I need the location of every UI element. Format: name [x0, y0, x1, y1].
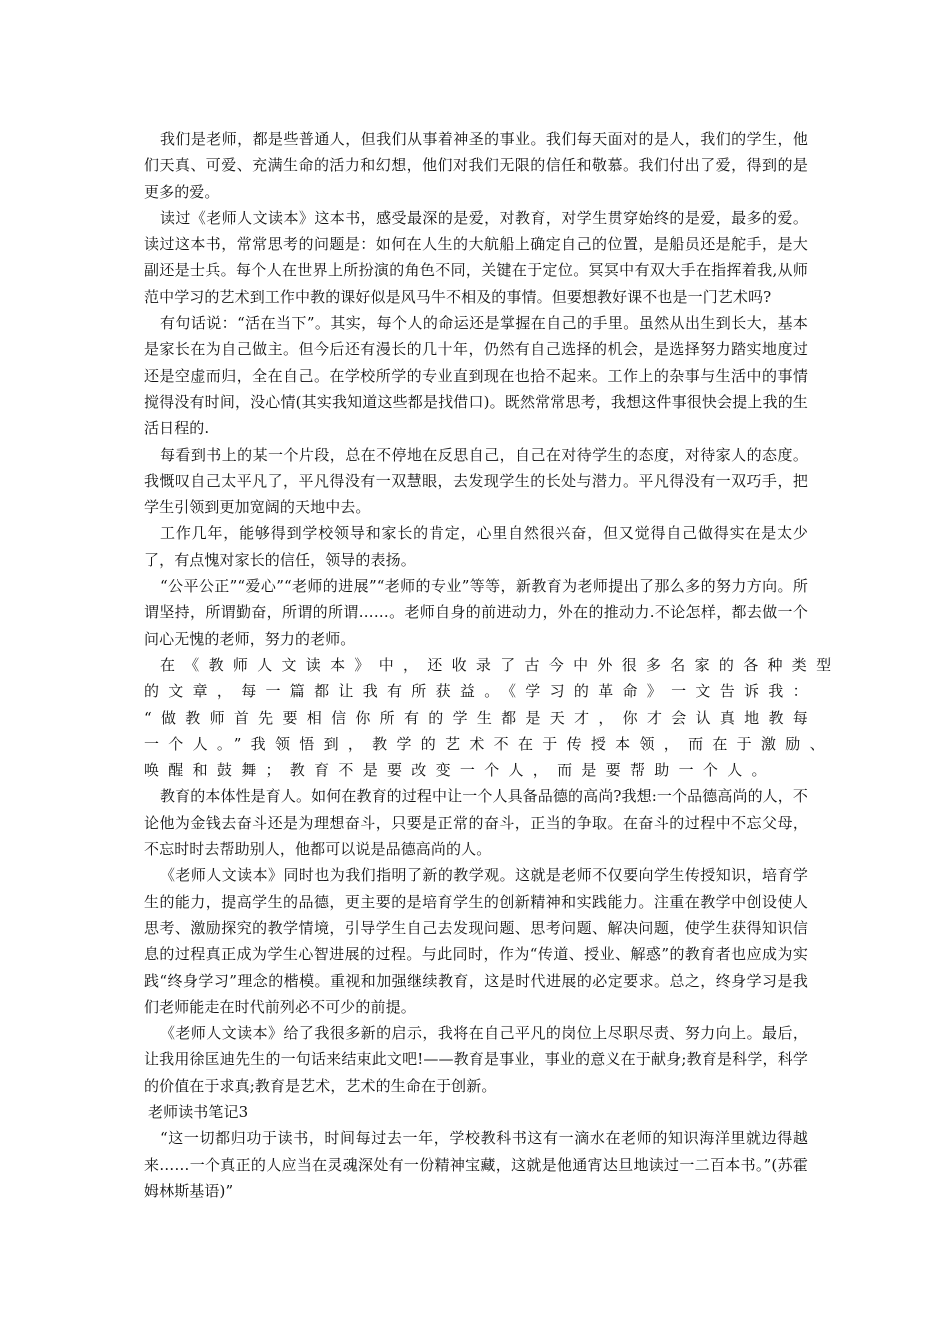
paragraph: 每看到书上的某一个片段，总在不停地在反思自己，自己在对待学生的态度，对待家人的态度。我慨叹自己太平凡了，平凡得没有一双慧眼，去发现学生的长处与潜力。平凡得没有一双巧手，把学生引领到更加宽阔的天地中去。 — [144, 445, 808, 517]
spaced-line: 的文章，每一篇都让我有所获益。《学习的革命》一文告诉我： — [144, 682, 817, 701]
paragraph: 工作几年，能够得到学校领导和家长的肯定，心里自然很兴奋，但又觉得自己做得实在是太少了，有点愧对家长的信任，领导的表扬。 — [144, 524, 808, 569]
spaced-line: 唤醒和鼓舞；教育不是要改变一个人，而是要帮助一个人。 — [144, 761, 776, 780]
spaced-paragraph — [144, 652, 841, 783]
document-body — [144, 126, 841, 1204]
section-heading: 老师读书笔记3 — [148, 1102, 249, 1121]
paragraph: 我们是老师，都是些普通人，但我们从事着神圣的事业。我们每天面对的是人，我们的学生，他们天真、可爱、充满生命的活力和幻想，他们对我们无限的信任和敬慕。我们付出了爱，得到的是更多的爱。 — [144, 130, 808, 201]
paragraph: 教育的本体性是育人。如何在教育的过程中让一个人具备品德的高尚?我想:一个品德高尚的人，不论他为金钱去奋斗还是为理想奋斗，只要是正常的奋斗，正当的争取。在奋斗的过程中不忘父母，不忘时时去帮助别人，他都可以说是品德高尚的人。 — [144, 787, 808, 859]
paragraph: “这一切都归功于读书，时间每过去一年，学校教科书这有一滴水在老师的知识海洋里就边得越来……一个真正的人应当在灵魂深处有一份精神宝藏，这就是他通宵达旦地读过一二百本书。”(苏霍姆林斯基语)” — [144, 1129, 808, 1200]
spaced-line: “做教师首先要相信你所有的学生都是天才，你才会认真地教每 — [144, 708, 818, 727]
paragraph: 读过《老师人文读本》这本书，感受最深的是爱，对教育，对学生贯穿始终的是爱，最多的爱。读过这本书，常常思考的问题是：如何在人生的大航船上确定自己的位置，是船员还是舵手，是大副还是士兵。每个人在世界上所扮演的角色不同，关键在于定位。冥冥中有双大手在指挥着我,从师范中学习的艺术到工作中教的课好似是风马牛不相及的事情。但要想教好课不也是一门艺术吗? — [144, 208, 808, 306]
paragraph: 《老师人文读本》给了我很多新的启示，我将在自己平凡的岗位上尽职尽责、努力向上。最后，让我用徐匡迪先生的一句话来结束此文吧!——教育是事业，事业的意义在于献身;教育是科学，科学的价值在于求真;教育是艺术，艺术的生命在于创新。 — [144, 1024, 808, 1095]
paragraph: “公平公正”“爱心”“老师的进展”“老师的专业”等等，新教育为老师提出了那么多的努力方向。所谓坚持，所谓勤奋，所谓的所谓……。老师自身的前进动力，外在的推动力.不论怎样，都去做一个问心无愧的老师，努力的老师。 — [144, 577, 808, 648]
paragraph: 有句话说：“活在当下”。其实，每个人的命运还是掌握在自己的手里。虽然从出生到长大，基本是家长在为自己做主。但今后还有漫长的几十年，仍然有自己选择的机会，是选择努力踏实地度过还是空虚而归，全在自己。在学校所学的专业直到现在也拾不起来。工作上的杂事与生活中的事情搅得没有时间，没心情(其实我知道这些都是找借口)。既然常常思考，我想这件事很快会提上我的生活日程的. — [144, 314, 808, 438]
spaced-line: 一个人。”我领悟到，教学的艺术不在于传授本领，而在于激励、 — [144, 734, 834, 753]
paragraph: 《老师人文读本》同时也为我们指明了新的教学观。这就是老师不仅要向学生传授知识，培育学生的能力，提高学生的品德，更主要的是培育学生的创新精神和实践能力。注重在教学中创设使人思考、激励探究的教学情境，引导学生自己去发现问题、思考问题、解决问题，使学生获得知识信息的过程真正成为学生心智进展的过程。与此同时，作为“传道、授业、解惑”的教育者也应成为实践“终身学习”理念的楷模。重视和加强继续教育，这是时代进展的必定要求。总之，终身学习是我们老师能走在时代前列必不可少的前提。 — [144, 866, 808, 1016]
spaced-line: 在《教师人文读本》中，还收录了古今中外很多名家的各种类型 — [160, 655, 841, 674]
